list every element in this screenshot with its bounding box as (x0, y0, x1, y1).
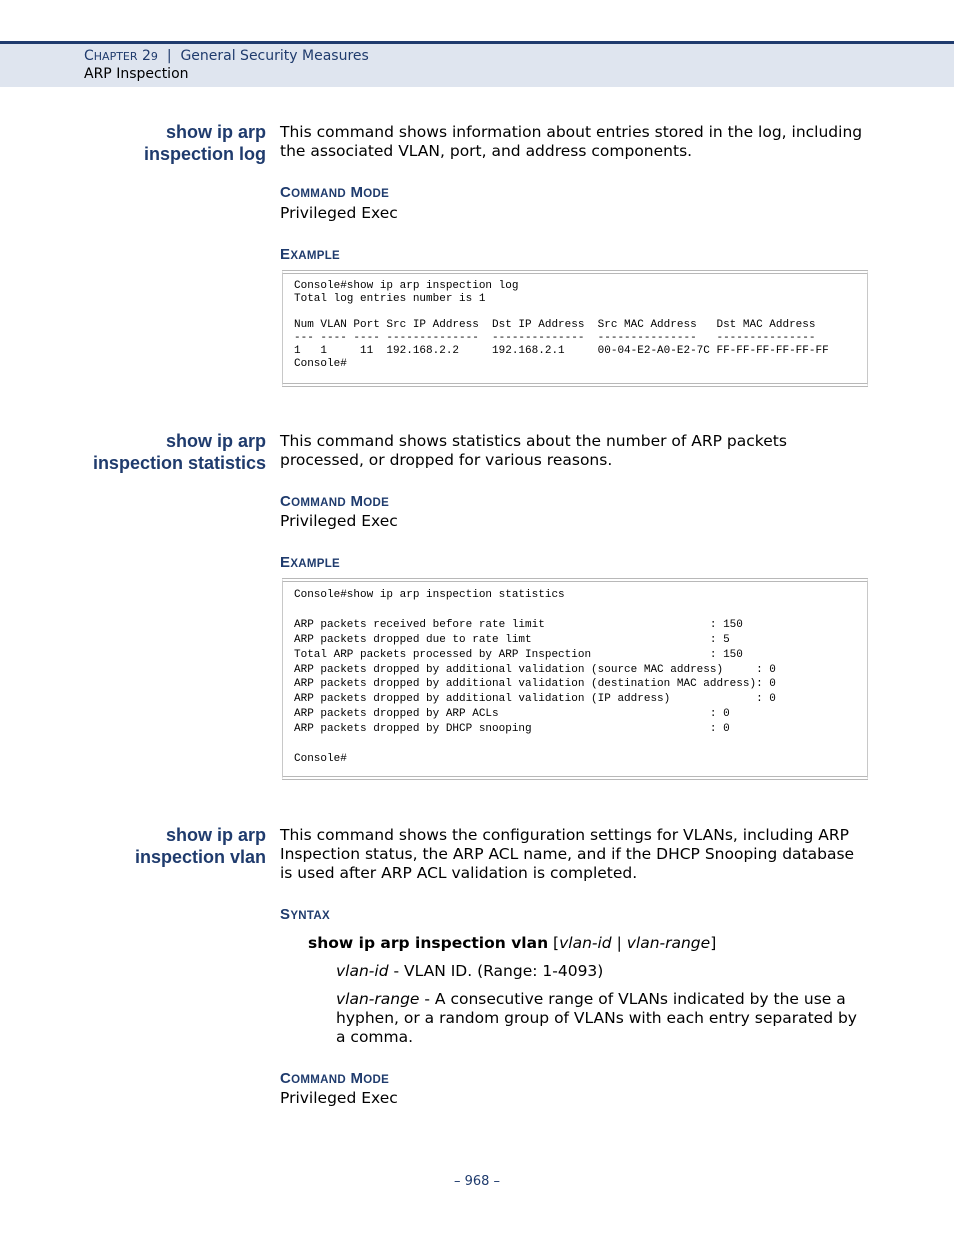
param-description: - VLAN ID. (Range: 1-4093) (388, 962, 604, 980)
section-title-line: inspection vlan (134, 847, 266, 867)
section-title-line: show ip arp (165, 825, 266, 845)
syntax-caption: SYNTAX (280, 906, 330, 923)
command-mode-caption: COMMAND MODE (280, 184, 390, 201)
section-title-inspection-statistics (93, 430, 266, 474)
param-vlan-range (336, 990, 870, 1047)
param-name: vlan-id (336, 962, 389, 980)
section-title-line: show ip arp (165, 122, 266, 142)
chapter-line (84, 48, 369, 64)
param-description: - A consecutive range of VLANs indicated by the use a hyphen, or a random group of VLANs with each entry separated by a comma. (336, 990, 857, 1046)
code-text: Console#show ip arp inspection statistics ARP packets received before rate limit : 150 ARP packets dropped due to rate limt : 5 Total ARP packets processed by ARP Inspection : 150 ARP packets dropped by additional validation (source MAC address) : 0 ARP packets dropped by additional validation (destination MAC address): 0 ARP packets dropped by additional validation (IP address) : 0 ARP packets dropped by ARP ACLs : 0 ARP packets dropped by DHCP snooping : 0 Console# (294, 589, 776, 765)
example-caption: EXAMPLE (280, 554, 341, 571)
syntax-arg: vlan-range (626, 934, 711, 952)
section-description: This command shows statistics about the number of ARP packets processed, or dropped for various reasons. (280, 432, 787, 469)
param-name: vlan-range (336, 990, 420, 1008)
code-example-log (282, 270, 868, 387)
syntax-bracket: [ (548, 934, 560, 952)
command-mode-value: Privileged Exec (280, 512, 398, 530)
section-name: ARP Inspection (84, 66, 189, 82)
section-title-line: show ip arp (165, 431, 266, 451)
command-mode-value: Privileged Exec (280, 204, 398, 222)
syntax-separator: | (611, 934, 627, 952)
section-title-inspection-log (144, 121, 266, 165)
section-title-line: inspection statistics (92, 453, 266, 473)
param-vlan-id (336, 962, 870, 981)
command-mode-caption: COMMAND MODE (280, 1070, 390, 1087)
section-description: This command shows information about entries stored in the log, including the associated VLAN, port, and address components. (280, 123, 863, 160)
page-number: – 968 – (453, 1174, 501, 1189)
chapter-title: General Security Measures (180, 48, 369, 64)
syntax-line (308, 934, 716, 952)
command-mode-caption: COMMAND MODE (280, 493, 390, 510)
section-title-inspection-vlan (135, 824, 266, 868)
page-header (0, 41, 954, 87)
command-mode-value: Privileged Exec (280, 1089, 398, 1107)
code-example-statistics (282, 578, 868, 780)
section-title-line: inspection log (143, 144, 266, 164)
chapter-label: CHAPTER 29 (84, 48, 158, 64)
section-description: This command shows the configuration settings for VLANs, including ARP Inspection status, the ARP ACL name, and if the DHCP Snooping database is used after ARP ACL validation is completed. (280, 826, 855, 882)
code-text: Console#show ip arp inspection log Total log entries number is 1 Num VLAN Port Src IP Address Dst IP Address Src MAC Address Dst MAC Address --- ---- ---- -------------- -------------- --------------- --------------- 1 1 11 192.168.2.2 192.168.2.1 00-04-E2-A0-E2-7C FF-FF-FF-FF-FF-FF Console# (294, 280, 829, 370)
syntax-command: show ip arp inspection vlan (308, 934, 549, 952)
syntax-bracket: ] (710, 934, 717, 952)
header-separator: | (166, 48, 172, 64)
example-caption: EXAMPLE (280, 246, 341, 263)
syntax-arg: vlan-id (559, 934, 612, 952)
